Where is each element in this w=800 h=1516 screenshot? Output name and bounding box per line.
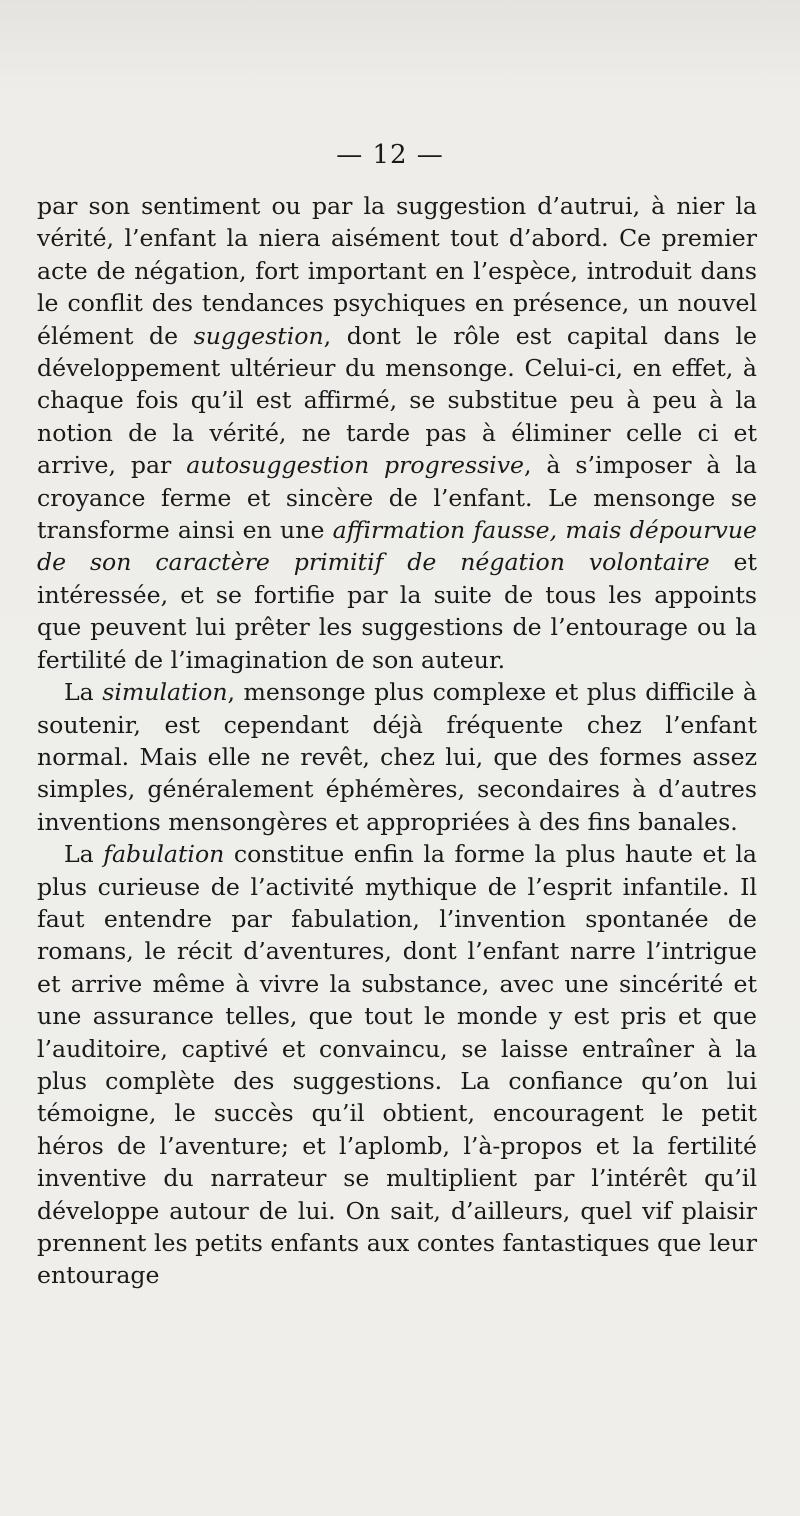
body-text bbox=[37, 190, 757, 1292]
italic-term-simulation: simulation bbox=[102, 678, 228, 707]
text-segment: , dont le rôle est capital dans le développement ultérieur du mensonge. Celui-ci, en effet, à chaque fois qu’il est affirmé, se substitue peu à peu à la notion de la vérité, ne tarde pas à éliminer celle ci et arrive, par bbox=[37, 321, 757, 480]
italic-term-suggestion: suggestion bbox=[193, 321, 324, 350]
page-number: — 12 — bbox=[336, 140, 444, 170]
paragraph bbox=[37, 838, 757, 1292]
italic-term-autosuggestion: autosuggestion progressive bbox=[186, 451, 525, 480]
text-segment: par son sentiment ou par la suggestion d’autrui, à nier la vérité, l’enfant la niera aisément tout d’abord. Ce premier acte de négation, fort important en l’espèce, introduit dans le conflit des tendances psychiques en présence, un nouvel élément de bbox=[37, 192, 757, 350]
text-segment: , mensonge plus complexe et plus difficile à soutenir, est cependant déjà fréquente chez l’enfant normal. Mais elle ne revêt, chez lui, que des formes assez simples, généralement éphémères, secondaires à d’autres inventions mensongères et appropriées à des fins banales. bbox=[37, 678, 757, 836]
paragraph bbox=[37, 190, 757, 676]
text-segment: La bbox=[64, 678, 103, 707]
text-segment: , à s’imposer à la croyance ferme et sincère de l’enfant. Le mensonge se transforme ainsi en une bbox=[37, 451, 757, 545]
italic-term-fabulation: fabulation bbox=[103, 840, 225, 869]
text-segment: La bbox=[64, 840, 104, 869]
paragraph bbox=[37, 676, 757, 838]
italic-term-affirmation: affirmation fausse, mais dépourvue de son caractère primitif de négation volontaire bbox=[37, 516, 758, 577]
text-segment: et intéressée, et se fortifie par la suite de tous les appoints que peuvent lui prêter les suggestions de l’entourage ou la fertilité de l’imagination de son auteur. bbox=[37, 548, 757, 674]
text-segment: constitue enfin la forme la plus haute et la plus curieuse de l’activité mythique de l’esprit infantile. Il faut entendre par fabulation, l’invention spontanée de romans, le récit d’aventures, dont l’enfant narre l’intrigue et arrive même à vivre la substance, avec une sincérité et une assurance telles, que tout le monde y est pris et que l’auditoire, captivé et convaincu, se laisse entraîner à la plus complète des suggestions. La confiance qu’on lui témoigne, le succès qu’il obtient, encouragent le petit héros de l’aventure; et l’aplomb, l’à-propos et la fertilité inventive du narrateur se multiplient par l’intérêt qu’il développe autour de lui. On sait, d’ailleurs, quel vif plaisir prennent les petits enfants aux contes fantastiques que leur entourage bbox=[37, 840, 757, 1290]
